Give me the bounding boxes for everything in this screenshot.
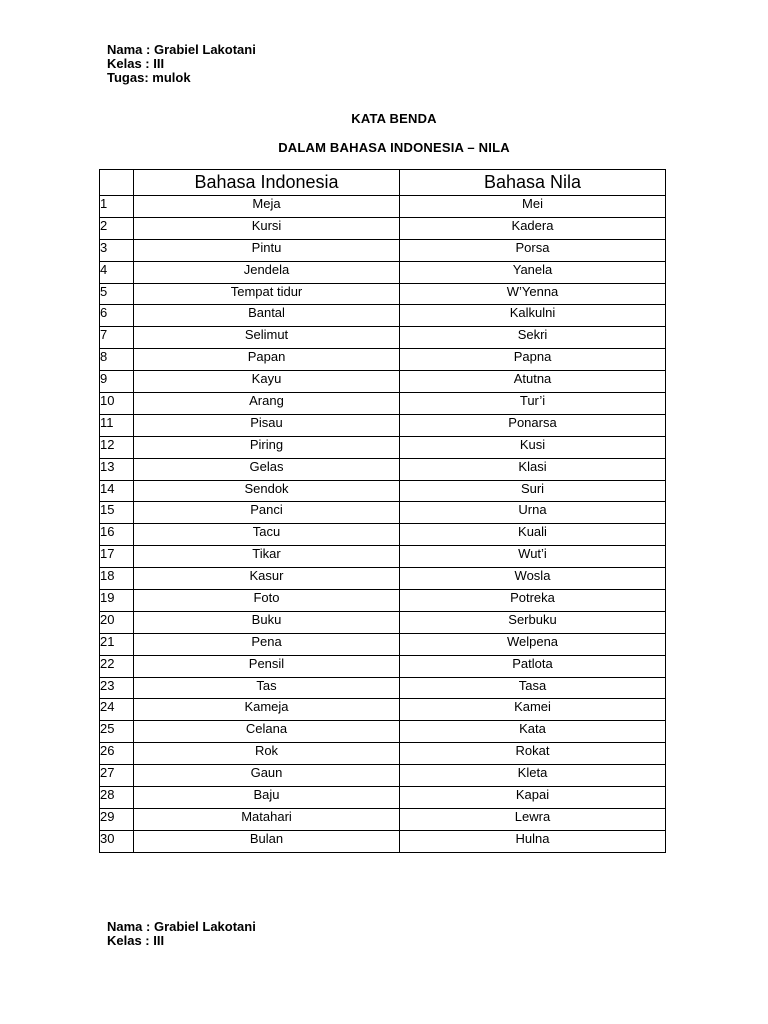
indonesian-word: Foto: [134, 590, 400, 612]
indonesian-word: Bulan: [134, 830, 400, 852]
row-number: 27: [100, 765, 134, 787]
table-row: [100, 480, 666, 502]
table-row: [100, 393, 666, 415]
table-row: [100, 765, 666, 787]
row-number: 12: [100, 436, 134, 458]
footer-class-label: Kelas :: [107, 933, 154, 948]
indonesian-word: Kursi: [134, 217, 400, 239]
nila-word: Wosla: [400, 568, 666, 590]
nila-word: Kadera: [400, 217, 666, 239]
row-number: 28: [100, 787, 134, 809]
row-number: 9: [100, 371, 134, 393]
table-body: [100, 196, 666, 853]
nila-word: Ponarsa: [400, 414, 666, 436]
row-number: 16: [100, 524, 134, 546]
table-row: [100, 524, 666, 546]
footer-class-line: [107, 934, 256, 948]
row-number: 18: [100, 568, 134, 590]
row-number: 2: [100, 217, 134, 239]
row-number: 4: [100, 261, 134, 283]
indonesian-word: Jendela: [134, 261, 400, 283]
indonesian-word: Kameja: [134, 699, 400, 721]
row-number: 23: [100, 677, 134, 699]
nila-word: Kata: [400, 721, 666, 743]
header-number: [100, 170, 134, 196]
indonesian-word: Baju: [134, 787, 400, 809]
row-number: 19: [100, 590, 134, 612]
table-row: [100, 568, 666, 590]
nila-word: Suri: [400, 480, 666, 502]
indonesian-word: Gelas: [134, 458, 400, 480]
row-number: 14: [100, 480, 134, 502]
table-row: [100, 349, 666, 371]
class-line: [107, 57, 256, 71]
row-number: 25: [100, 721, 134, 743]
table-row: [100, 283, 666, 305]
name-label: Nama :: [107, 42, 154, 57]
nila-word: Kapai: [400, 787, 666, 809]
nila-word: Papna: [400, 349, 666, 371]
class-label: Kelas :: [107, 56, 154, 71]
row-number: 20: [100, 611, 134, 633]
indonesian-word: Selimut: [134, 327, 400, 349]
footer-name-label: Nama :: [107, 919, 154, 934]
table-row: [100, 371, 666, 393]
assignment-line: [107, 71, 256, 85]
indonesian-word: Kasur: [134, 568, 400, 590]
nila-word: Yanela: [400, 261, 666, 283]
table-row: [100, 414, 666, 436]
nila-word: W’Yenna: [400, 283, 666, 305]
row-number: 1: [100, 196, 134, 218]
header-bahasa-indonesia: Bahasa Indonesia: [134, 170, 400, 196]
table-row: [100, 436, 666, 458]
indonesian-word: Tikar: [134, 546, 400, 568]
nila-word: Tur’i: [400, 393, 666, 415]
indonesian-word: Matahari: [134, 808, 400, 830]
indonesian-word: Panci: [134, 502, 400, 524]
nila-word: Tasa: [400, 677, 666, 699]
footer-class-value: III: [153, 933, 165, 948]
indonesian-word: Tempat tidur: [134, 283, 400, 305]
table-row: [100, 502, 666, 524]
indonesian-word: Buku: [134, 611, 400, 633]
name-value: Grabiel Lakotani: [153, 42, 256, 57]
row-number: 7: [100, 327, 134, 349]
indonesian-word: Pintu: [134, 239, 400, 261]
student-info-footer: [107, 920, 256, 948]
row-number: 26: [100, 743, 134, 765]
nila-word: Atutna: [400, 371, 666, 393]
table-row: [100, 261, 666, 283]
nila-word: Urna: [400, 502, 666, 524]
table-row: [100, 633, 666, 655]
nila-word: Wut’i: [400, 546, 666, 568]
table-row: [100, 590, 666, 612]
table-row: [100, 239, 666, 261]
table-row: [100, 655, 666, 677]
indonesian-word: Papan: [134, 349, 400, 371]
nila-word: Kamei: [400, 699, 666, 721]
indonesian-word: Tas: [134, 677, 400, 699]
student-info-header: [107, 43, 256, 85]
indonesian-word: Arang: [134, 393, 400, 415]
table-header-row: [100, 170, 666, 196]
table-row: [100, 611, 666, 633]
table-row: [100, 305, 666, 327]
row-number: 11: [100, 414, 134, 436]
document-title: KATA BENDA: [351, 111, 437, 126]
row-number: 17: [100, 546, 134, 568]
indonesian-word: Piring: [134, 436, 400, 458]
indonesian-word: Celana: [134, 721, 400, 743]
indonesian-word: Sendok: [134, 480, 400, 502]
table-row: [100, 327, 666, 349]
header-bahasa-nila: Bahasa Nila: [400, 170, 666, 196]
row-number: 29: [100, 808, 134, 830]
table-row: [100, 546, 666, 568]
name-line: [107, 43, 256, 57]
nila-word: Welpena: [400, 633, 666, 655]
nila-word: Serbuku: [400, 611, 666, 633]
row-number: 13: [100, 458, 134, 480]
indonesian-word: Gaun: [134, 765, 400, 787]
row-number: 30: [100, 830, 134, 852]
row-number: 3: [100, 239, 134, 261]
indonesian-word: Tacu: [134, 524, 400, 546]
nila-word: Sekri: [400, 327, 666, 349]
row-number: 8: [100, 349, 134, 371]
nila-word: Rokat: [400, 743, 666, 765]
indonesian-word: Pisau: [134, 414, 400, 436]
indonesian-word: Kayu: [134, 371, 400, 393]
nila-word: Lewra: [400, 808, 666, 830]
table-row: [100, 787, 666, 809]
nila-word: Kalkulni: [400, 305, 666, 327]
nila-word: Kuali: [400, 524, 666, 546]
indonesian-word: Meja: [134, 196, 400, 218]
nila-word: Hulna: [400, 830, 666, 852]
vocabulary-table: [99, 169, 666, 853]
table-row: [100, 699, 666, 721]
table-row: [100, 217, 666, 239]
indonesian-word: Rok: [134, 743, 400, 765]
nila-word: Porsa: [400, 239, 666, 261]
nila-word: Klasi: [400, 458, 666, 480]
table-row: [100, 808, 666, 830]
table-row: [100, 458, 666, 480]
footer-name-line: [107, 920, 256, 934]
nila-word: Patlota: [400, 655, 666, 677]
indonesian-word: Pena: [134, 633, 400, 655]
row-number: 24: [100, 699, 134, 721]
class-value: III: [153, 56, 165, 71]
nila-word: Mei: [400, 196, 666, 218]
row-number: 21: [100, 633, 134, 655]
document-subtitle: DALAM BAHASA INDONESIA – NILA: [278, 140, 510, 155]
footer-name-value: Grabiel Lakotani: [153, 919, 256, 934]
row-number: 10: [100, 393, 134, 415]
table-row: [100, 196, 666, 218]
nila-word: Potreka: [400, 590, 666, 612]
assignment-label: Tugas:: [107, 70, 153, 85]
row-number: 5: [100, 283, 134, 305]
nila-word: Kleta: [400, 765, 666, 787]
table-row: [100, 721, 666, 743]
nila-word: Kusi: [400, 436, 666, 458]
row-number: 15: [100, 502, 134, 524]
table-row: [100, 743, 666, 765]
assignment-value: mulok: [152, 70, 191, 85]
row-number: 6: [100, 305, 134, 327]
table-row: [100, 677, 666, 699]
indonesian-word: Pensil: [134, 655, 400, 677]
indonesian-word: Bantal: [134, 305, 400, 327]
table-row: [100, 830, 666, 852]
row-number: 22: [100, 655, 134, 677]
